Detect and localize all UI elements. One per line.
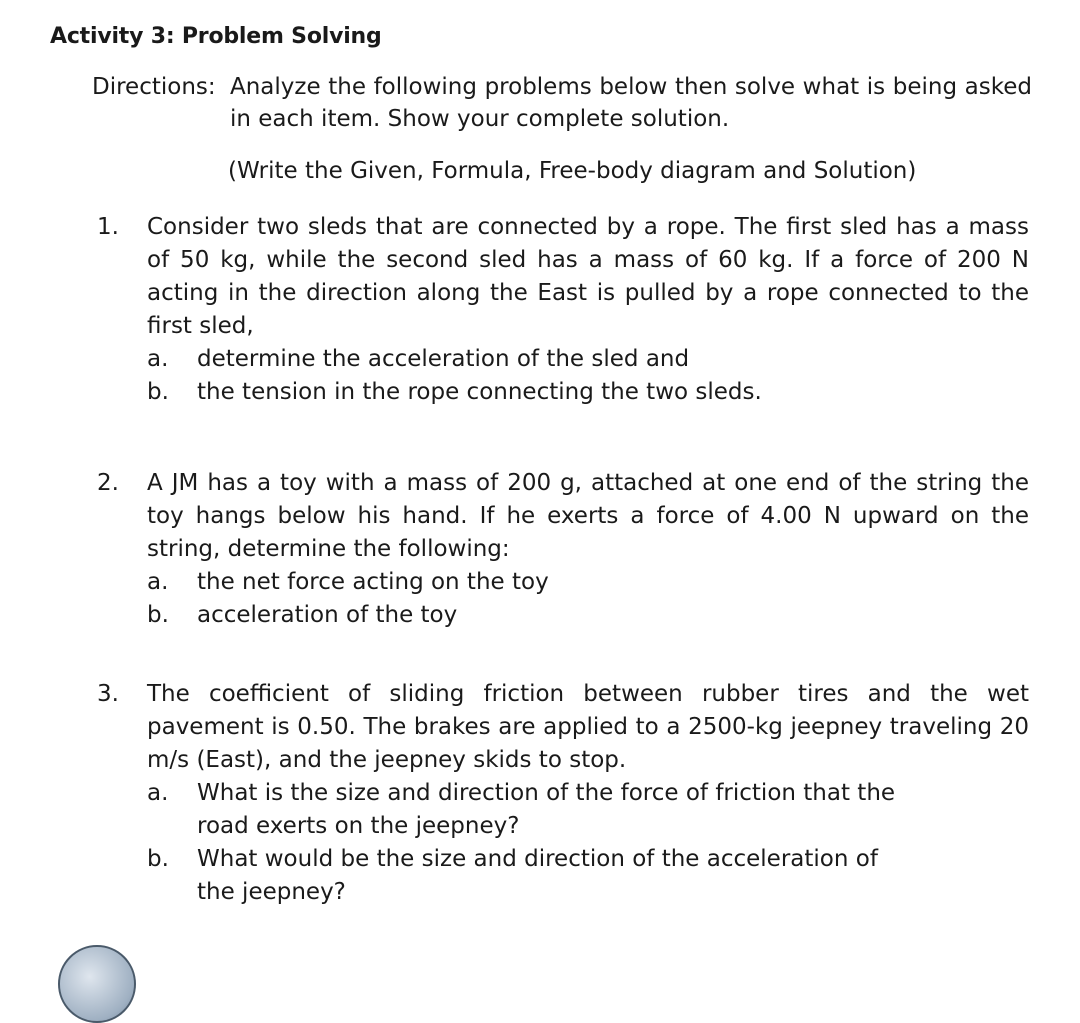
problem-text: The coefficient of sliding friction between rubber tires and the wet pavement is 0.50. The brakes are applied to a 2500-kg jeepney traveling 20 m/s (East), and the jeepney skids to stop.: [147, 681, 1029, 773]
instruction-note: (Write the Given, Formula, Free-body diagram and Solution): [228, 158, 917, 184]
problem-number: 1.: [97, 214, 119, 240]
sub-letter: b.: [147, 846, 169, 872]
sub-question: [147, 777, 1029, 843]
directions-label: Directions:: [92, 74, 216, 100]
problem-1: [97, 211, 1029, 409]
sub-text: What would be the size and direction of the acceleration of the jeepney?: [197, 846, 878, 905]
problem-3: [97, 678, 1029, 909]
directions-block: [92, 71, 1032, 135]
problem-2: [97, 467, 1029, 632]
problem-number: 2.: [97, 470, 119, 496]
sub-text: acceleration of the toy: [197, 602, 458, 628]
sub-question: [147, 566, 1029, 599]
sub-text: determine the acceleration of the sled and: [197, 346, 690, 372]
sub-question: [147, 376, 1029, 409]
sub-letter: a.: [147, 569, 169, 595]
sub-letter: a.: [147, 346, 169, 372]
activity-heading: Activity 3: Problem Solving: [50, 24, 382, 49]
sub-question: [147, 343, 1029, 376]
problem-text: Consider two sleds that are connected by a rope. The first sled has a mass of 50 kg, while the second sled has a mass of 60 kg. If a force of 200 N acting in the direction along the East is pulled by a rope connected to the first sled,: [147, 214, 1029, 339]
sub-text: the net force acting on the toy: [197, 569, 549, 595]
sub-letter: a.: [147, 780, 169, 806]
sub-question: [147, 843, 1029, 909]
sub-letter: b.: [147, 379, 169, 405]
sub-letter: b.: [147, 602, 169, 628]
problem-text: A JM has a toy with a mass of 200 g, attached at one end of the string the toy hangs below his hand. If he exerts a force of 4.00 N upward on the string, determine the following:: [147, 470, 1029, 562]
directions-text: Analyze the following problems below then solve what is being asked in each item. Show your complete solution.: [230, 74, 1032, 132]
logo-emblem: [58, 945, 136, 1023]
problem-number: 3.: [97, 681, 119, 707]
sub-question: [147, 599, 1029, 632]
sub-text: the tension in the rope connecting the two sleds.: [197, 379, 762, 405]
sub-text: What is the size and direction of the force of friction that the road exerts on the jeepney?: [197, 780, 896, 839]
